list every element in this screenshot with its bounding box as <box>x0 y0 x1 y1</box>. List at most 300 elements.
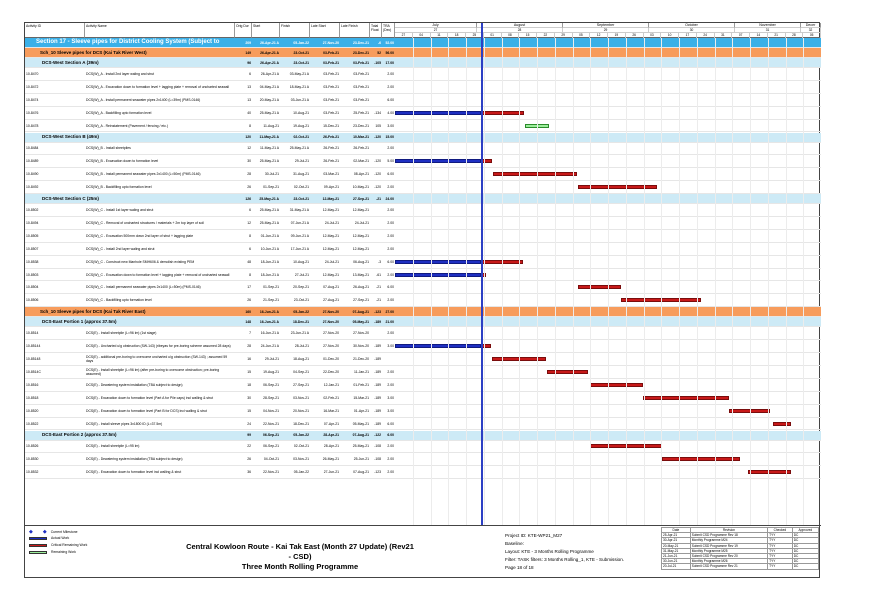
late-start: 27-Jun-21 <box>323 470 339 475</box>
tra-value: 6.00 <box>387 421 394 426</box>
total-float: -120 <box>374 185 381 190</box>
late-start: 12-May-21 <box>322 272 339 277</box>
activity-id: 10-8522 <box>26 421 39 426</box>
orig-duration: 28 <box>247 172 251 177</box>
start-date: 16-Jun-21 A <box>260 331 279 336</box>
late-finish: 24-Jul-21 <box>354 220 369 225</box>
total-float: -6 <box>377 40 381 45</box>
revision-cell: Submit CSD Programme Rev 20 <box>690 553 767 558</box>
late-finish: 01-Apr-21 <box>353 408 369 413</box>
grid-line <box>644 38 645 525</box>
orig-duration: 15 <box>247 369 251 374</box>
tra-value: 5.00 <box>387 159 394 164</box>
legend-remaining-work: Remaining Work <box>29 550 76 554</box>
late-finish: 23-Dec-21 <box>352 50 369 55</box>
finish-date: 05-Jan-22 <box>293 433 309 437</box>
timescale <box>395 23 821 38</box>
total-float <box>370 143 382 155</box>
total-float: -3 <box>377 259 381 264</box>
revision-cell: 31-May-21 <box>662 548 691 553</box>
activity-name: DCS(E) - Excavation down to formation level incl walling & strut <box>86 470 182 475</box>
activity-id: 10-8470 <box>26 71 39 76</box>
activity-name: DCS(E) - Excavation down to formation level (Part A for Pile caps) incl walling & strut <box>86 395 214 400</box>
start-date: 10-Jun-21 A <box>260 246 279 251</box>
grid-line <box>768 38 769 525</box>
grid-line <box>502 38 503 525</box>
grid-line <box>626 38 627 525</box>
tra-value: 17.00 <box>385 60 394 65</box>
late-finish: 27-Sep-21 <box>353 298 369 303</box>
activity-id: 10-8489 <box>26 159 39 164</box>
orig-duration: 8 <box>249 272 251 277</box>
gantt-grid <box>25 23 821 525</box>
late-finish: 10-Mar-21 <box>353 135 369 139</box>
late-start: 12-May-21 <box>322 208 339 213</box>
activity-id: 10-8504 <box>26 285 39 290</box>
activity-name: DCS-East Portion 2 (approx 37.5m) <box>42 432 117 437</box>
finish-date: 29-Jul-21 <box>294 159 309 164</box>
activity-name: DCS(W)_B - Install sheetpiles <box>86 146 131 151</box>
activity-id: 10-8472 <box>26 84 39 89</box>
late-start: 12-May-21 <box>322 196 339 201</box>
finish-date: 20-Nov-21 <box>293 408 309 413</box>
orig-duration: 16 <box>247 357 251 362</box>
orig-duration: 40 <box>247 110 251 115</box>
start-date: 26-Apr-21 A <box>260 71 279 76</box>
activity-id: 10-8526 <box>26 444 39 449</box>
finish-date: 18-Dec-21 <box>293 421 309 426</box>
day-tick: 05 <box>803 33 821 38</box>
revision-cell: Submit CSD Programme Rev 21 <box>690 564 767 569</box>
day-tick: 18 <box>448 33 466 38</box>
month-header: Decer <box>801 23 821 28</box>
legend-milestone: ◆ ◆ Current Milestone <box>29 529 78 535</box>
finish-date: 03-May-21 A <box>289 71 309 76</box>
revision-cell: 30-Jun-21 <box>662 559 691 564</box>
tra-value: 21.00 <box>385 319 394 324</box>
total-float: -21 <box>376 196 381 201</box>
revision-cell: TYY <box>768 553 793 558</box>
orig-duration: 48 <box>247 259 251 264</box>
activity-id: 10-8476 <box>26 110 39 115</box>
start-date: 04-Nov-21 <box>263 408 279 413</box>
orig-duration: 28 <box>247 344 251 349</box>
late-finish: 10-May-21 <box>352 185 369 190</box>
late-start: 12-Jan-21 <box>323 382 339 387</box>
late-finish: 05-May-21 <box>352 421 369 426</box>
day-tick: 10 <box>661 33 679 38</box>
revision-cell: TYY <box>768 559 793 564</box>
tra-value: 4.00 <box>387 110 394 115</box>
revision-cell: 21-Jun-21 <box>662 553 691 558</box>
start-date: 01-Sep-21 <box>263 185 279 190</box>
total-float <box>370 81 382 93</box>
late-finish: 07-Aug-21 <box>353 470 369 475</box>
start-date: 24-Jun-21 A <box>260 344 279 349</box>
late-finish: 02-Mar-21 <box>353 159 369 164</box>
finish-date: 25-May-21 A <box>289 146 309 151</box>
start-date: 21-Sep-21 <box>263 298 279 303</box>
late-start: 24-Jul-21 <box>324 220 339 225</box>
grid-line <box>661 38 662 525</box>
tra-value: 2.00 <box>387 382 394 387</box>
finish-date: 18-Aug-21 <box>293 357 309 362</box>
diamond-icon: ◆ <box>42 529 47 535</box>
activity-id: 10-8514C <box>26 369 41 374</box>
late-start: 12-May-21 <box>322 233 339 238</box>
total-float: -189 <box>374 382 381 387</box>
remaining-work-swatch <box>29 551 47 554</box>
total-float: -123 <box>374 309 381 314</box>
orig-duration: 24 <box>247 421 251 426</box>
orig-duration: 22 <box>247 444 251 449</box>
start-date: 16-Jun-21 A <box>259 319 279 324</box>
month-header: September <box>563 23 649 28</box>
revision-row <box>662 564 819 569</box>
activity-name: DCS(W)_C - Install 2nd layer waling and strut <box>86 246 155 251</box>
col-header-activity-id: Activity ID <box>25 23 85 38</box>
grid-line <box>697 38 698 525</box>
activity-id: 10-8506 <box>26 298 39 303</box>
activity-name: DCS(W)_B - Backfilling upto formation level <box>86 185 152 190</box>
col-header-activity-name: Activity Name <box>85 23 235 38</box>
start-date: 01-Sep-21 <box>263 285 279 290</box>
start-date: 22-Nov-21 <box>263 470 279 475</box>
grid-line <box>484 38 485 525</box>
activity-name: DCS(W)_A - Reinstatement (Pavement / fencing / etc.) <box>86 123 168 128</box>
col-header-total-float: Total Float <box>370 23 382 38</box>
activity-id: 10-8494 <box>26 220 39 225</box>
start-date: 26-Apr-21 A <box>260 40 279 45</box>
week-number: 29 <box>563 28 649 33</box>
revision-cell: TYY <box>768 548 793 553</box>
orig-duration: 6 <box>249 71 251 76</box>
total-float: -189 <box>374 421 381 426</box>
late-finish: 12-May-21 <box>352 246 369 251</box>
late-finish: 08-Apr-21 <box>353 172 369 177</box>
late-start: 22-Dec-20 <box>323 369 339 374</box>
orig-duration: 12 <box>247 220 251 225</box>
activity-name: DCS(E) - Install sheetpile (L=96 lm) (1st stage) <box>86 331 157 336</box>
late-start: 07-Aug-21 <box>323 285 339 290</box>
orig-duration: 26 <box>247 457 251 462</box>
activity-name: DCS(E) - additional pre-boring to overcome uncharted u/g obstruction (SW-143) ; assumed 59 days <box>86 355 228 364</box>
activity-id: 10-8505 <box>26 233 39 238</box>
activity-id: 10-8490 <box>26 172 39 177</box>
day-tick: 29 <box>555 33 573 38</box>
late-finish: 12-May-21 <box>352 208 369 213</box>
start-date: 11-May-21 A <box>260 146 279 151</box>
finish-date: 19-Aug-21 <box>293 123 309 128</box>
footer <box>25 525 821 579</box>
tra-value: 52.00 <box>385 40 394 45</box>
tra-value: 15.00 <box>385 135 394 139</box>
finish-date: 05-Jan-22 <box>293 40 309 45</box>
actual-work-swatch <box>29 537 47 540</box>
activity-name: DCS(E) - Dewatering system installation (TBA subject to design) <box>86 382 183 387</box>
col-header-duration: Orig Dur <box>235 23 252 38</box>
start-date: 25-May-21 A <box>259 159 279 164</box>
day-tick: 19 <box>608 33 626 38</box>
activity-id: 10-8503 <box>26 272 39 277</box>
month-header: July <box>395 23 477 28</box>
grid-line <box>786 38 787 525</box>
late-start: 03-Mar-21 <box>323 172 339 177</box>
activity-name: DCS(W)_A - Excavation down to formation level + lagging plate + removal of uncharted seawall <box>86 84 230 89</box>
orig-duration: 99 <box>247 433 251 437</box>
start-date: 25-May-21 A <box>259 196 279 201</box>
activity-name: DCS(W)_A - Backfilling upto formation level <box>86 110 152 115</box>
activity-name: DCS(E) - Dewatering system installation (TBA subject to design) <box>86 457 183 462</box>
tra-value: 6.00 <box>387 433 394 437</box>
revision-cell: 20-Jul-21 <box>662 564 691 569</box>
total-float: -134 <box>374 110 381 115</box>
activity-name: DCS-West Section C (25m) <box>42 195 99 201</box>
finish-date: 31-May-21 A <box>289 208 309 213</box>
chart-area <box>395 38 821 525</box>
late-finish: 25-Feb-21 <box>353 110 369 115</box>
late-start: 03-Feb-21 <box>323 71 339 76</box>
late-start: 16-Mar-21 <box>323 408 339 413</box>
activity-name: Sch_10 Sleeve pipes for DCS (Kai Tak River East) <box>40 308 146 314</box>
col-header-tra: TRA (Dec) <box>382 23 395 38</box>
day-tick: 04 <box>413 33 431 38</box>
activity-name: DCS(E) - Install sheetpile (L=96 lm) (after pre-boring to overcome obstruction; pre-boring assumed) <box>86 367 220 376</box>
grid-line <box>732 38 733 525</box>
total-float: -21 <box>376 298 381 303</box>
late-start: 27-Nov-20 <box>322 309 339 314</box>
tra-value: 27.00 <box>385 309 394 314</box>
activity-name: Sch_10 Sleeve pipes for DCS (Kai Tak River West) <box>40 49 147 55</box>
grid-line <box>750 38 751 525</box>
start-date: 18-Jun-21 A <box>260 272 279 277</box>
total-float: -120 <box>374 159 381 164</box>
schedule-page <box>24 22 820 578</box>
orig-duration: 13 <box>247 84 251 89</box>
orig-duration: 6 <box>249 246 251 251</box>
orig-duration: 8 <box>249 123 251 128</box>
late-start: 26-Feb-21 <box>323 146 339 151</box>
total-float: -120 <box>374 135 381 139</box>
tra-value: 2.00 <box>387 470 394 475</box>
activity-id: 10-85148 <box>26 357 41 362</box>
activity-id: 10-8492 <box>26 185 39 190</box>
day-tick: 25 <box>466 33 484 38</box>
tra-value: 3.00 <box>387 344 394 349</box>
activity-name: DCS-East Portion 1 (approx 37.5m) <box>42 318 117 324</box>
tra-value <box>382 353 395 365</box>
late-start: 27-Nov-20 <box>323 331 339 336</box>
total-float <box>370 243 382 255</box>
grid-line <box>413 38 414 525</box>
finish-date: 04-Sep-21 <box>293 369 309 374</box>
late-finish: 25-May-21 <box>352 444 369 449</box>
total-float: -189 <box>374 408 381 413</box>
day-tick: 28 <box>786 33 804 38</box>
late-start: 03-Feb-21 <box>323 50 339 55</box>
grid-line <box>431 38 432 525</box>
start-date: 26-Apr-21 A <box>260 60 279 65</box>
tra-value: 24.00 <box>385 196 394 201</box>
finish-date: 23-Oct-21 <box>293 196 309 201</box>
total-float: -105 <box>374 60 381 65</box>
activity-name: DCS-West Section B (49m) <box>42 134 99 139</box>
revision-cell: 25-Apr-21 <box>662 533 691 538</box>
late-finish: 25-Jun-21 <box>353 457 369 462</box>
month-header: August <box>477 23 563 28</box>
late-start: 02-Feb-21 <box>323 395 339 400</box>
late-finish: 27-Sep-21 <box>352 196 369 201</box>
orig-duration: 13 <box>247 97 251 102</box>
tra-value: 2.00 <box>387 444 394 449</box>
orig-duration: 30 <box>247 395 251 400</box>
week-number: 28 <box>477 28 563 33</box>
activity-name: Section 17 - Sleeve pipes for District Cooling System (Subject to <box>36 39 220 45</box>
total-float: -189 <box>374 319 381 324</box>
late-finish: 26-Feb-21 <box>353 146 369 151</box>
revision-cell: DC <box>792 559 818 564</box>
start-date: 19-Aug-21 <box>263 369 279 374</box>
start-date: 01-Jun-21 A <box>260 233 279 238</box>
tra-value: 2.00 <box>387 71 394 76</box>
revision-cell: DC <box>792 553 818 558</box>
orig-duration: 18 <box>247 382 251 387</box>
total-float: -189 <box>374 395 381 400</box>
activity-name: DCS(E) - Uncharted u/g obstruction (SW-143) (ribeyas for pre-boring scheme assumed 28 days) <box>86 344 231 349</box>
col-header-start: Start <box>252 23 280 38</box>
activity-name: DCS(W)_C - Excavation 500mm down 2nd layer of strut + lagging plate <box>86 233 194 238</box>
start-date: 22-Nov-21 <box>263 421 279 426</box>
revision-cell: 20-May-21 <box>662 543 691 548</box>
tra-value: 3.00 <box>387 123 394 128</box>
total-float <box>370 94 382 106</box>
start-date: 06-Sep-21 <box>263 444 279 449</box>
day-tick: 22 <box>537 33 555 38</box>
late-finish: 01-Feb-21 <box>353 382 369 387</box>
late-finish: 30-Nov-20 <box>353 344 369 349</box>
activity-id: 10-8474 <box>26 97 39 102</box>
finish-date: 02-Oct-21 <box>293 444 309 449</box>
late-finish: 11-Jan-21 <box>353 369 369 374</box>
start-date: 06-Sep-21 <box>262 433 279 437</box>
start-date: 25-May-21 A <box>259 208 279 213</box>
orig-duration: 17 <box>247 285 251 290</box>
revision-cell: TYY <box>768 543 793 548</box>
finish-date: 18-Dec-21 <box>292 319 309 324</box>
day-tick: 21 <box>768 33 786 38</box>
late-start: 26-Feb-21 <box>323 135 339 139</box>
late-start: 27-Nov-20 <box>322 319 339 324</box>
late-finish: 03-Feb-21 <box>353 60 369 65</box>
orig-duration: 126 <box>245 196 251 201</box>
finish-date: 23-Oct-21 <box>293 298 309 303</box>
tra-value: 2.00 <box>387 369 394 374</box>
total-float <box>370 204 382 216</box>
total-float: -189 <box>374 357 381 362</box>
late-finish: 23-Dec-21 <box>353 123 369 128</box>
finish-date: 20-Sep-21 <box>293 285 309 290</box>
orig-duration: 7 <box>249 331 251 336</box>
activity-id: 10-8532 <box>26 470 39 475</box>
revision-cell: Submit CSD Programme Rev 19 <box>690 543 767 548</box>
revision-cell: DC <box>792 533 818 538</box>
activity-name: DCS(W)_C - Install 1st layer waling and strut <box>86 208 154 213</box>
late-finish: 07-Aug-21 <box>352 433 369 437</box>
grid-line <box>519 38 520 525</box>
tra-value: 2.00 <box>387 331 394 336</box>
late-start: 27-Nov-20 <box>323 344 339 349</box>
tra-value: 6.00 <box>387 97 394 102</box>
late-finish: 07-Aug-21 <box>352 309 369 314</box>
revision-cell: Monthly Programme M26 <box>690 559 767 564</box>
tra-value: 2.00 <box>387 298 394 303</box>
finish-date: 03-Jun-21 A <box>290 97 309 102</box>
activity-id: 10-8530 <box>26 457 39 462</box>
activity-id: 10-8516 <box>26 382 39 387</box>
orig-duration: 8 <box>249 233 251 238</box>
grid-line <box>466 38 467 525</box>
late-finish: 03-Feb-21 <box>353 71 369 76</box>
finish-date: 28-Jul-21 <box>294 344 309 349</box>
orig-duration: 160 <box>245 309 251 314</box>
tra-value: 3.00 <box>387 395 394 400</box>
start-date: 04-May-21 A <box>259 84 279 89</box>
late-start: 28-Apr-21 <box>323 444 339 449</box>
late-start: 24-Jul-21 <box>324 259 339 264</box>
late-finish: 27-Nov-20 <box>353 331 369 336</box>
total-float <box>370 217 382 229</box>
grid-line <box>537 38 538 525</box>
critical-work-swatch <box>29 544 47 547</box>
finish-date: 10-Aug-21 <box>293 259 309 264</box>
late-start: 12-May-21 <box>322 246 339 251</box>
week-number: 27 <box>395 28 477 33</box>
day-tick: 26 <box>626 33 644 38</box>
start-date: 11-May-21 A <box>259 135 279 139</box>
finish-date: 23-Jun-21 A <box>290 331 309 336</box>
day-tick: 15 <box>519 33 537 38</box>
late-finish: 26-Aug-21 <box>353 285 369 290</box>
grid-line <box>679 38 680 525</box>
finish-date: 10-Aug-21 <box>293 110 309 115</box>
late-start: 27-Aug-21 <box>323 298 339 303</box>
late-start: 28-Apr-21 <box>323 433 339 437</box>
tra-value: 56.00 <box>385 50 394 55</box>
start-date: 11-Aug-21 <box>263 123 279 128</box>
activity-id: 10-85144 <box>26 344 41 349</box>
diamond-icon: ◆ <box>29 529 33 535</box>
revision-cell: 30-Apr-21 <box>662 538 691 543</box>
tra-value: 2.00 <box>387 208 394 213</box>
total-float: -120 <box>374 172 381 177</box>
finish-date: 31-Aug-21 <box>293 172 309 177</box>
grid-line <box>448 38 449 525</box>
revision-cell: DC <box>792 564 818 569</box>
late-start: 09-Apr-21 <box>323 185 339 190</box>
orig-duration: 15 <box>247 408 251 413</box>
orig-duration: 148 <box>245 319 251 324</box>
revision-cell: Submit CSD Programme Rev 18 <box>690 533 767 538</box>
total-float: -61 <box>376 272 381 277</box>
day-tick: 01 <box>484 33 502 38</box>
orig-duration: 209 <box>245 40 251 45</box>
total-float: -189 <box>374 369 381 374</box>
finish-date: 03-Nov-21 <box>293 457 309 462</box>
tra-value: 2.00 <box>387 272 394 277</box>
orig-duration: 96 <box>247 60 251 65</box>
finish-date: 02-Oct-21 <box>293 135 309 139</box>
activity-id: 10-8478 <box>26 123 39 128</box>
